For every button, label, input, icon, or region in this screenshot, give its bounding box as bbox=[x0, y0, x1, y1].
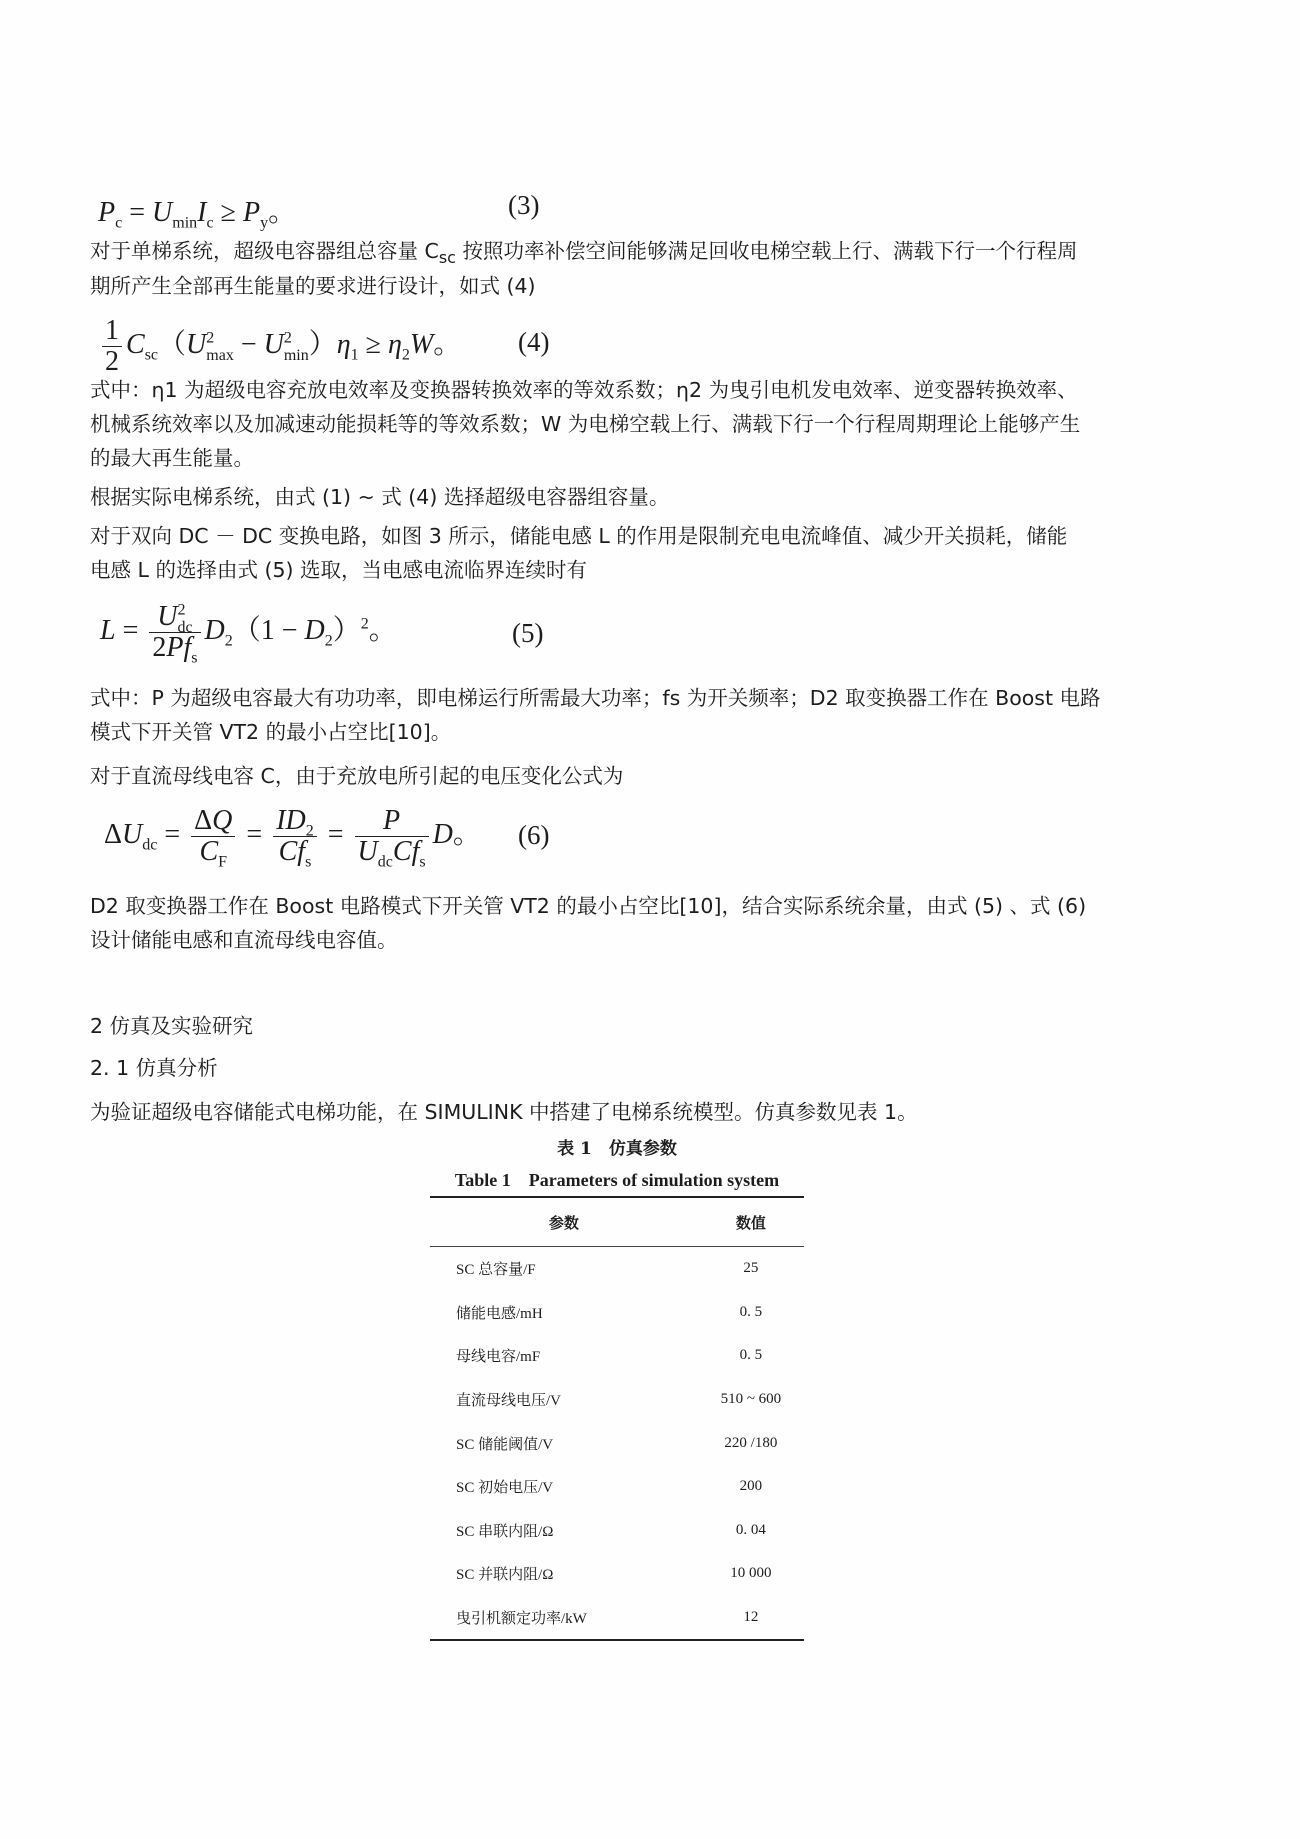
parameters-table-wrapper bbox=[430, 1196, 804, 1641]
paragraph-2-line-2: 机械系统效率以及加减速动能损耗等的等效系数；W 为电梯空载上行、满载下行一个行程周期理论上能够产生 bbox=[90, 412, 1081, 436]
paragraph-6: 对于直流母线电容 C，由于充放电所引起的电压变化公式为 bbox=[90, 764, 624, 788]
param-name: SC 串联内阻/Ω bbox=[456, 1523, 554, 1540]
paragraph-1-line-1: 对于单梯系统，超级电容器组总容量 $C_{sc}$ 按照功率补偿空间能够满足回收电梯空载上行、满载下行一个行程周 bbox=[90, 239, 1078, 268]
equation-6: $\Delta U_{dc}$ = $\frac{\Delta Q}{C_F}$ = $\frac{ID_2}{Cf_s}$ = $\frac{P}{U_{dc}Cf_s}$ D。 bbox=[104, 805, 481, 871]
table-header-row bbox=[430, 1197, 804, 1247]
param-value: 220 /180 bbox=[724, 1434, 778, 1451]
paragraph-2-line-1: 式中：η1 为超级电容充放电效率及变换器转换效率的等效系数；η2 为曳引电机发电效率、逆变器转换效率、 bbox=[90, 378, 1078, 402]
param-name: SC 初始电压/V bbox=[456, 1480, 554, 1497]
parameters-table bbox=[430, 1196, 804, 1641]
paragraph-8: 为验证超级电容储能式电梯功能，在 SIMULINK 中搭建了电梯系统模型。仿真参数见表 1。 bbox=[90, 1100, 918, 1124]
paragraph-4-line-2: 电感 L 的选择由式 (5) 选取，当电感电流临界连续时有 bbox=[90, 558, 588, 582]
param-value: 0. 04 bbox=[735, 1521, 766, 1538]
equation-4-number: (4) bbox=[518, 327, 550, 357]
paragraph-7-line-1: D2 取变换器工作在 Boost 电路模式下开关管 VT2 的最小占空比[10]，结合实际系统余量，由式 (5) 、式 (6) bbox=[90, 894, 1087, 918]
param-value: 25 bbox=[743, 1260, 759, 1277]
section-heading-2: 2 仿真及实验研究 bbox=[90, 1014, 254, 1038]
table-caption-en: Table 1 Parameters of simulation system bbox=[454, 1170, 780, 1190]
equation-5: L = $\frac{U^2_{dc}}{2Pf_s}$ $D_2(1 - D_2)^2$。 bbox=[100, 601, 397, 667]
param-name: 储能电感/mH bbox=[456, 1305, 543, 1322]
table-row bbox=[430, 1421, 804, 1465]
equation-5-number: (5) bbox=[512, 618, 544, 648]
table-row bbox=[430, 1596, 804, 1641]
param-name: 母线电容/mF bbox=[456, 1349, 541, 1366]
equation-4: $\frac{1}{2}$ $C_{sc}(U^2_{max} - U^2_{min})\eta_1 \ge \eta_2W$。 bbox=[98, 316, 461, 377]
param-value: 200 bbox=[739, 1478, 763, 1495]
paragraph-3: 根据实际电梯系统，由式 (1) ~ 式 (4) 选择超级电容器组容量。 bbox=[90, 485, 670, 509]
param-value: 12 bbox=[698, 1596, 804, 1641]
header-parameter: 参数 bbox=[430, 1197, 698, 1247]
param-name: SC 并联内阻/Ω bbox=[456, 1567, 554, 1584]
paragraph-7-line-2: 设计储能电感和直流母线电容值。 bbox=[90, 928, 398, 952]
paragraph-2-line-3: 的最大再生能量。 bbox=[90, 446, 254, 470]
param-value: 0. 5 bbox=[739, 1303, 763, 1320]
param-value: 0. 5 bbox=[739, 1347, 763, 1364]
equation-6-number: (6) bbox=[518, 820, 550, 850]
paragraph-1-line-2: 期所产生全部再生能量的要求进行设计，如式 (4) bbox=[90, 274, 536, 298]
param-name: SC 储能阈值/V bbox=[456, 1436, 554, 1453]
section-heading-2-1: 2. 1 仿真分析 bbox=[90, 1056, 218, 1080]
table-row bbox=[430, 1552, 804, 1596]
table-row bbox=[430, 1509, 804, 1553]
param-value: 510 ~ 600 bbox=[720, 1391, 782, 1408]
equation-3-number: (3) bbox=[508, 190, 540, 220]
table-row bbox=[430, 1334, 804, 1378]
paragraph-5-line-2: 模式下开关管 VT2 的最小占空比[10]。 bbox=[90, 720, 452, 744]
param-name: SC 总容量/F bbox=[456, 1262, 536, 1279]
param-value: 10 000 bbox=[730, 1565, 772, 1582]
param-name: 直流母线电压/V bbox=[456, 1393, 562, 1410]
paragraph-4-line-1: 对于双向 DC － DC 变换电路，如图 3 所示，储能电感 L 的作用是限制充电电流峰值、减少开关损耗，储能 bbox=[90, 524, 1068, 548]
paragraph-5-line-1: 式中：P 为超级电容最大有功功率，即电梯运行所需最大功率；fs 为开关频率；D2 取变换器工作在 Boost 电路 bbox=[90, 686, 1101, 710]
param-name: 曳引机额定功率/kW bbox=[430, 1596, 698, 1641]
equation-3: $P_c = U_{min}I_c \ge P_y$。 bbox=[98, 197, 297, 232]
table-caption-cn: 表 1 仿真参数 bbox=[557, 1139, 677, 1159]
header-value: 数值 bbox=[698, 1197, 804, 1247]
table-row bbox=[430, 1247, 804, 1291]
table-row bbox=[430, 1378, 804, 1422]
table-row bbox=[430, 1291, 804, 1335]
table-row bbox=[430, 1465, 804, 1509]
